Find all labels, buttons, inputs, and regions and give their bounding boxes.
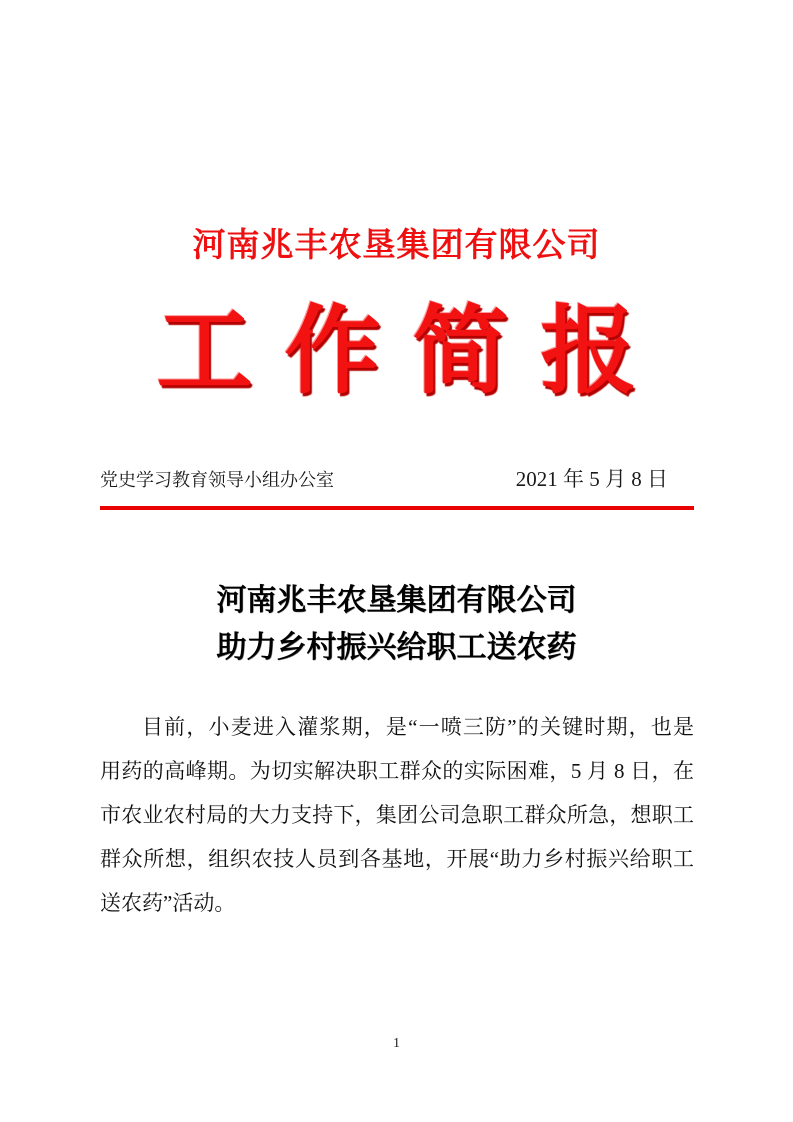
issuing-office-label: 党史学习教育领导小组办公室 — [100, 470, 334, 490]
body-line: 送农药”活动。 — [100, 891, 236, 915]
article-title-line1: 河南兆丰农垦集团有限公司 — [216, 584, 577, 617]
body-line: 用药的高峰期。为切实解决职工群众的实际困难，5 月 8 日，在 — [100, 759, 694, 783]
article-title-line2: 助力乡村振兴给职工送农药 — [216, 631, 577, 664]
company-name-title: 河南兆丰农垦集团有限公司 — [192, 228, 601, 264]
page-number: 1 — [393, 1036, 400, 1051]
body-line: 目前，小麦进入灌浆期，是“一喷三防”的关键时期，也是 — [142, 715, 694, 739]
red-divider-rule — [100, 506, 694, 510]
body-line: 市农业农村局的大力支持下，集团公司急职工群众所急，想职工 — [100, 803, 694, 827]
masthead-title: 工作简报 — [156, 298, 669, 405]
issue-date: 2021 年 5 月 8 日 — [515, 467, 668, 491]
article-body — [100, 705, 694, 925]
body-line: 群众所想，组织农技人员到各基地，开展“助力乡村振兴给职工 — [100, 847, 694, 871]
article-title — [0, 577, 793, 671]
meta-row — [100, 462, 694, 497]
